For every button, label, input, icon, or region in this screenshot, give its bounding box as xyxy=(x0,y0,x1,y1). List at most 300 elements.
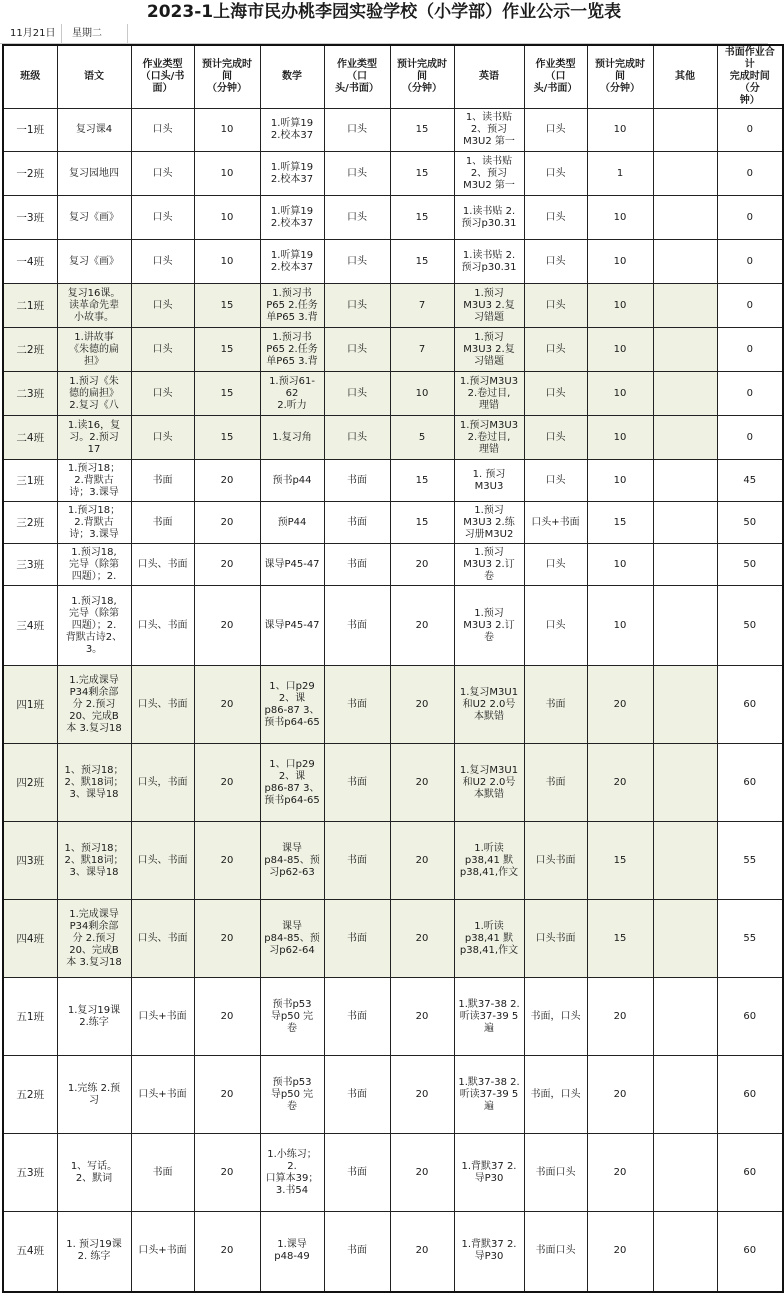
cell-line: 遍 xyxy=(484,1022,494,1034)
header-line: 面） xyxy=(152,83,173,94)
math-minutes-cell: 15 xyxy=(390,460,454,502)
english-minutes-cell: 15 xyxy=(587,900,653,978)
cell-line: 本默错 xyxy=(474,788,504,800)
header-english-type xyxy=(524,45,587,109)
header-line: 作业类型（口 xyxy=(535,59,576,82)
chinese-homework-cell xyxy=(57,109,131,152)
table-row xyxy=(3,416,783,460)
math-homework-cell xyxy=(260,372,324,416)
other-cell xyxy=(653,460,717,502)
cell-line: 习p62-64 xyxy=(269,944,315,956)
cell-line: 导p50 完 xyxy=(270,1088,314,1100)
cell-line: 习p62-63 xyxy=(269,866,315,878)
english-minutes-cell: 10 xyxy=(587,586,653,666)
total-minutes-cell: 50 xyxy=(717,502,783,544)
cell-line: p38,41,作文 xyxy=(459,944,519,956)
class-cell: 五1班 xyxy=(3,978,57,1056)
cell-line: 2.背默古 xyxy=(74,474,114,486)
math-homework-cell xyxy=(260,328,324,372)
table-row xyxy=(3,586,783,666)
math-type-cell: 口头 xyxy=(324,152,390,196)
cell-line: 听读37-39 5 xyxy=(459,1010,519,1022)
cell-line: 复习《画》 xyxy=(69,255,119,267)
cell-line: 1.默37-38 2. xyxy=(458,1076,520,1088)
other-cell xyxy=(653,1212,717,1292)
chinese-homework-cell xyxy=(57,460,131,502)
cell-line: 本 3.复习18 xyxy=(66,722,122,734)
other-cell xyxy=(653,152,717,196)
header-line: 头/书面） xyxy=(533,83,578,94)
math-type-cell: 口头 xyxy=(324,416,390,460)
chinese-homework-cell xyxy=(57,502,131,544)
cell-line: 分 2.预习 xyxy=(72,932,116,944)
other-cell xyxy=(653,666,717,744)
chinese-minutes-cell: 10 xyxy=(194,109,260,152)
math-type-cell: 书面 xyxy=(324,666,390,744)
english-homework-cell xyxy=(454,900,524,978)
other-cell xyxy=(653,978,717,1056)
cell-line: 单P65 3.背 xyxy=(266,355,318,367)
class-cell: 四3班 xyxy=(3,822,57,900)
table-row xyxy=(3,109,783,152)
cell-line: P34剩余部 xyxy=(69,920,119,932)
cell-line: 本默错 xyxy=(474,710,504,722)
chinese-minutes-cell: 20 xyxy=(194,744,260,822)
cell-line: 1.预习18； xyxy=(67,504,121,516)
cell-line: 1.预习 xyxy=(474,504,504,516)
english-minutes-cell: 20 xyxy=(587,1134,653,1212)
chinese-minutes-cell: 20 xyxy=(194,586,260,666)
math-homework-cell xyxy=(260,900,324,978)
cell-line: 2、课 xyxy=(278,692,306,704)
english-homework-cell xyxy=(454,416,524,460)
math-type-cell: 口头 xyxy=(324,196,390,240)
english-homework-cell xyxy=(454,240,524,284)
math-type-cell: 书面 xyxy=(324,1056,390,1134)
cell-line: 口算本39； xyxy=(265,1172,319,1184)
cell-line: M3U2 第一 xyxy=(463,136,515,147)
english-type-cell: 口头 xyxy=(524,586,587,666)
cell-line: 导P30 xyxy=(474,1172,504,1184)
english-type-cell: 口头 xyxy=(524,152,587,196)
chinese-type-cell: 口头、书面 xyxy=(131,586,194,666)
header-line: （分钟） xyxy=(402,83,442,94)
english-type-cell: 口头 xyxy=(524,196,587,240)
chinese-type-cell: 口头 xyxy=(131,328,194,372)
cell-line: 预书p64-65 xyxy=(264,794,320,806)
class-cell: 四1班 xyxy=(3,666,57,744)
math-type-cell: 书面 xyxy=(324,744,390,822)
cell-line: 1.复习19课 xyxy=(67,1004,121,1016)
cell-line: 四题）；2. xyxy=(71,619,117,631)
header-line: 作业类型（口 xyxy=(337,59,377,82)
table-row xyxy=(3,240,783,284)
chinese-homework-cell xyxy=(57,544,131,586)
cell-line: 2.校本37 xyxy=(270,261,314,273)
other-cell xyxy=(653,416,717,460)
cell-line: 理错 xyxy=(479,443,499,455)
class-cell: 二3班 xyxy=(3,372,57,416)
cell-line: 2.练字 xyxy=(79,1016,109,1028)
english-type-cell: 口头 xyxy=(524,372,587,416)
cell-line: 1.预习书 xyxy=(272,287,312,299)
cell-line: 和U2 2.0号 xyxy=(462,776,516,788)
math-type-cell: 书面 xyxy=(324,502,390,544)
header-math xyxy=(260,45,324,109)
table-row xyxy=(3,666,783,744)
chinese-homework-cell xyxy=(57,152,131,196)
chinese-homework-cell xyxy=(57,416,131,460)
cell-line: 习 xyxy=(89,1094,99,1106)
chinese-minutes-cell: 10 xyxy=(194,196,260,240)
english-homework-cell xyxy=(454,1212,524,1292)
class-cell: 五2班 xyxy=(3,1056,57,1134)
cell-line: 2、预习 xyxy=(470,124,508,135)
english-type-cell: 口头 xyxy=(524,416,587,460)
english-homework-cell xyxy=(454,196,524,240)
class-cell: 四4班 xyxy=(3,900,57,978)
cell-line: 1.完成课导 xyxy=(69,674,119,686)
cell-line: 1、预习18； xyxy=(64,842,124,854)
date-row xyxy=(0,24,768,44)
other-cell xyxy=(653,1134,717,1212)
class-cell: 三2班 xyxy=(3,502,57,544)
english-type-cell: 口头 xyxy=(524,109,587,152)
total-minutes-cell: 0 xyxy=(717,328,783,372)
cell-line: M3U3 2.复 xyxy=(463,343,515,355)
other-cell xyxy=(653,502,717,544)
cell-line: 1、口p29 xyxy=(269,758,315,770)
class-cell: 二2班 xyxy=(3,328,57,372)
cell-line: 1.预习18； xyxy=(67,462,121,474)
cell-line: 3。 xyxy=(85,643,103,655)
english-minutes-cell: 10 xyxy=(587,328,653,372)
cell-line: 1.听读 xyxy=(474,920,504,932)
math-minutes-cell: 20 xyxy=(390,822,454,900)
math-minutes-cell: 20 xyxy=(390,586,454,666)
cell-line: M3U3 2.订 xyxy=(463,619,515,631)
chinese-minutes-cell: 20 xyxy=(194,900,260,978)
cell-line: 2.校本37 xyxy=(270,130,314,141)
cell-line: 单P65 3.背 xyxy=(266,311,318,323)
cell-line: 诗；3.课导 xyxy=(69,486,119,498)
cell-line: 1.预习M3U3 xyxy=(459,375,519,387)
english-type-cell: 口头 xyxy=(524,328,587,372)
table-row xyxy=(3,744,783,822)
cell-line: 听读37-39 5 xyxy=(459,1088,519,1100)
total-minutes-cell: 60 xyxy=(717,978,783,1056)
chinese-homework-cell xyxy=(57,1212,131,1292)
english-type-cell: 书面，口头 xyxy=(524,1056,587,1134)
math-homework-cell xyxy=(260,240,324,284)
cell-line: P65 2.任务 xyxy=(266,299,318,311)
math-minutes-cell: 15 xyxy=(390,502,454,544)
cell-line: 1.预习 xyxy=(474,287,504,299)
chinese-type-cell: 书面 xyxy=(131,502,194,544)
cell-line: p38,41 默 xyxy=(464,932,514,944)
chinese-homework-cell xyxy=(57,284,131,328)
other-cell xyxy=(653,586,717,666)
cell-line: 2.校本37 xyxy=(270,173,314,185)
total-minutes-cell: 45 xyxy=(717,460,783,502)
cell-line: 德的扁担》 xyxy=(69,387,119,399)
cell-line: 卷 xyxy=(484,631,494,643)
english-minutes-cell: 10 xyxy=(587,372,653,416)
chinese-homework-cell xyxy=(57,196,131,240)
math-type-cell: 书面 xyxy=(324,900,390,978)
cell-line: 2. 练字 xyxy=(77,1251,111,1263)
other-cell xyxy=(653,328,717,372)
header-line: 作业类型 xyxy=(142,59,183,70)
english-type-cell: 口头书面 xyxy=(524,822,587,900)
math-type-cell: 口头 xyxy=(324,109,390,152)
chinese-minutes-cell: 20 xyxy=(194,1212,260,1292)
english-homework-cell xyxy=(454,109,524,152)
table-row xyxy=(3,900,783,978)
cell-line: 1.复习角 xyxy=(272,431,312,443)
chinese-homework-cell xyxy=(57,1056,131,1134)
cell-line: 预P44 xyxy=(277,516,307,528)
total-minutes-cell: 60 xyxy=(717,744,783,822)
math-homework-cell xyxy=(260,822,324,900)
cell-line: 1.听读 xyxy=(474,842,504,854)
math-type-cell: 书面 xyxy=(324,978,390,1056)
math-minutes-cell: 20 xyxy=(390,1134,454,1212)
header-chinese xyxy=(57,45,131,109)
cell-line: 1.预习M3U3 xyxy=(459,419,519,431)
math-type-cell: 口头 xyxy=(324,284,390,328)
chinese-type-cell: 口头 xyxy=(131,240,194,284)
cell-line: 课导 xyxy=(282,920,302,932)
other-cell xyxy=(653,284,717,328)
math-minutes-cell: 10 xyxy=(390,372,454,416)
cell-line: 小故事。 xyxy=(74,311,114,323)
homework-table xyxy=(2,44,784,1293)
header-line: 预计完成时间 xyxy=(397,59,447,82)
table-row xyxy=(3,544,783,586)
math-homework-cell xyxy=(260,284,324,328)
cell-line: 1.预习 xyxy=(474,546,504,558)
math-minutes-cell: 15 xyxy=(390,109,454,152)
table-row xyxy=(3,328,783,372)
header-line: 班级 xyxy=(20,71,41,82)
class-cell: 四2班 xyxy=(3,744,57,822)
math-type-cell: 书面 xyxy=(324,1212,390,1292)
table-body xyxy=(3,109,783,1292)
english-minutes-cell: 1 xyxy=(587,152,653,196)
math-homework-cell xyxy=(260,196,324,240)
cell-line: 20、完成B xyxy=(69,710,119,722)
cell-line: 本 3.复习18 xyxy=(66,956,122,968)
header-total-minutes xyxy=(717,45,783,109)
cell-line: 复习16课。 xyxy=(67,287,121,299)
cell-line: 复习园地四 xyxy=(69,167,119,179)
total-minutes-cell: 60 xyxy=(717,1134,783,1212)
english-type-cell: 书面，口头 xyxy=(524,978,587,1056)
math-homework-cell xyxy=(260,416,324,460)
chinese-type-cell: 口头 xyxy=(131,284,194,328)
chinese-homework-cell xyxy=(57,1134,131,1212)
class-cell: 一3班 xyxy=(3,196,57,240)
english-type-cell: 书面 xyxy=(524,744,587,822)
cell-line: 和U2 2.0号 xyxy=(462,698,516,710)
header-line: 其他 xyxy=(675,71,695,82)
english-minutes-cell: 10 xyxy=(587,284,653,328)
english-minutes-cell: 20 xyxy=(587,978,653,1056)
chinese-minutes-cell: 10 xyxy=(194,240,260,284)
cell-line: 1.听算19 xyxy=(270,118,314,129)
cell-line: 1.背默37 2. xyxy=(461,1160,517,1172)
chinese-type-cell: 口头+书面 xyxy=(131,1056,194,1134)
class-cell: 五4班 xyxy=(3,1212,57,1292)
chinese-homework-cell xyxy=(57,586,131,666)
cell-line: 复习《画》 xyxy=(69,211,119,223)
chinese-type-cell: 口头 xyxy=(131,152,194,196)
math-minutes-cell: 15 xyxy=(390,152,454,196)
math-homework-cell xyxy=(260,744,324,822)
header-line: （分钟） xyxy=(600,83,640,94)
cell-line: P34剩余部 xyxy=(69,686,119,698)
other-cell xyxy=(653,240,717,284)
math-minutes-cell: 20 xyxy=(390,1212,454,1292)
cell-line: 卷 xyxy=(484,570,494,582)
math-homework-cell xyxy=(260,109,324,152)
cell-line: 1.读书贴 2. xyxy=(462,205,516,217)
math-homework-cell xyxy=(260,586,324,666)
class-cell: 三1班 xyxy=(3,460,57,502)
cell-line: 1.预习书 xyxy=(272,331,312,343)
cell-line: 1.背默37 2. xyxy=(461,1239,517,1251)
english-minutes-cell: 10 xyxy=(587,109,653,152)
total-minutes-cell: 60 xyxy=(717,666,783,744)
cell-line: 1.预习 xyxy=(474,607,504,619)
cell-line: 完导（除第 xyxy=(69,607,119,619)
english-minutes-cell: 10 xyxy=(587,460,653,502)
cell-line: p48-49 xyxy=(274,1251,310,1263)
cell-line: 遍 xyxy=(484,1100,494,1112)
header-other xyxy=(653,45,717,109)
english-homework-cell xyxy=(454,822,524,900)
english-minutes-cell: 20 xyxy=(587,1212,653,1292)
cell-line: 1. 预习 xyxy=(472,468,506,480)
chinese-minutes-cell: 10 xyxy=(194,152,260,196)
cell-line: 预习p30.31 xyxy=(461,217,517,229)
english-type-cell: 书面口头 xyxy=(524,1212,587,1292)
cell-line: p84-85、预 xyxy=(264,932,320,944)
table-row xyxy=(3,460,783,502)
cell-line: 1、预习18； xyxy=(64,764,124,776)
table-row xyxy=(3,822,783,900)
total-minutes-cell: 55 xyxy=(717,900,783,978)
cell-line: 2、默词 xyxy=(75,1172,113,1184)
english-type-cell: 口头 xyxy=(524,460,587,502)
class-cell: 一4班 xyxy=(3,240,57,284)
other-cell xyxy=(653,109,717,152)
cell-line: M3U3 2.订 xyxy=(463,558,515,570)
chinese-homework-cell xyxy=(57,978,131,1056)
cell-line: 1. 预习19课 xyxy=(66,1239,122,1251)
chinese-minutes-cell: 15 xyxy=(194,416,260,460)
cell-line: 2、预习 xyxy=(470,167,508,179)
chinese-type-cell: 口头、书面 xyxy=(131,900,194,978)
cell-line: 1.听算19 xyxy=(270,249,314,261)
cell-line: M3U2 第一 xyxy=(463,179,515,191)
header-line: 预计完成时间 xyxy=(202,59,252,82)
math-homework-cell xyxy=(260,460,324,502)
cell-line: p38,41,作文 xyxy=(459,866,519,878)
class-cell: 二4班 xyxy=(3,416,57,460)
header-line: （口头/书 xyxy=(140,71,185,82)
cell-line: 3.书54 xyxy=(275,1184,309,1196)
cell-line: 1.完成课导 xyxy=(69,908,119,920)
math-type-cell: 书面 xyxy=(324,460,390,502)
chinese-type-cell: 口头+书面 xyxy=(131,978,194,1056)
cell-line: M3U3 xyxy=(474,480,504,492)
cell-line: 2.听力 xyxy=(277,399,307,411)
cell-line: p86-87 3、 xyxy=(264,782,320,794)
english-homework-cell xyxy=(454,372,524,416)
header-row xyxy=(3,45,783,109)
cell-line: M3U3 2.练 xyxy=(463,516,515,528)
class-cell: 三3班 xyxy=(3,544,57,586)
cell-line: 3、课导18 xyxy=(69,866,119,878)
english-minutes-cell: 10 xyxy=(587,416,653,460)
math-type-cell: 口头 xyxy=(324,328,390,372)
cell-line: 《朱德的扁 xyxy=(69,343,119,355)
table-row xyxy=(3,978,783,1056)
total-minutes-cell: 0 xyxy=(717,109,783,152)
english-minutes-cell: 20 xyxy=(587,1056,653,1134)
table-row xyxy=(3,196,783,240)
table-row xyxy=(3,1056,783,1134)
math-homework-cell xyxy=(260,152,324,196)
english-homework-cell xyxy=(454,152,524,196)
chinese-type-cell: 口头 xyxy=(131,416,194,460)
chinese-minutes-cell: 20 xyxy=(194,666,260,744)
total-minutes-cell: 0 xyxy=(717,372,783,416)
table-row xyxy=(3,152,783,196)
header-math-minutes xyxy=(390,45,454,109)
cell-line: 读革命先辈 xyxy=(69,299,119,311)
cell-line: 2.卷过目, xyxy=(467,387,511,399)
english-type-cell: 口头+书面 xyxy=(524,502,587,544)
cell-line: 导P30 xyxy=(474,1251,504,1263)
chinese-type-cell: 书面 xyxy=(131,1134,194,1212)
cell-line: 1.预习61-62 xyxy=(269,375,315,399)
header-line: 完成时间（分 xyxy=(729,71,770,94)
cell-line: 1、读书贴 xyxy=(465,155,513,167)
cell-line: 卷 xyxy=(287,1022,297,1034)
header-line: 数学 xyxy=(282,71,302,82)
cell-line: 1.听算19 xyxy=(270,205,314,217)
date-row-filler xyxy=(128,24,768,44)
math-type-cell: 口头 xyxy=(324,240,390,284)
header-line: 书面作业合计 xyxy=(724,47,775,70)
cell-line: 四题）；2. xyxy=(71,570,117,582)
total-minutes-cell: 55 xyxy=(717,822,783,900)
english-type-cell: 口头书面 xyxy=(524,900,587,978)
english-minutes-cell: 10 xyxy=(587,544,653,586)
math-homework-cell xyxy=(260,544,324,586)
cell-line: 1.读16，复 xyxy=(67,419,121,431)
english-homework-cell xyxy=(454,1056,524,1134)
table-row xyxy=(3,502,783,544)
math-minutes-cell: 7 xyxy=(390,284,454,328)
cell-line: 3、课导18 xyxy=(69,788,119,800)
chinese-homework-cell xyxy=(57,822,131,900)
cell-line: M3U3 2.复 xyxy=(463,299,515,311)
english-homework-cell xyxy=(454,284,524,328)
